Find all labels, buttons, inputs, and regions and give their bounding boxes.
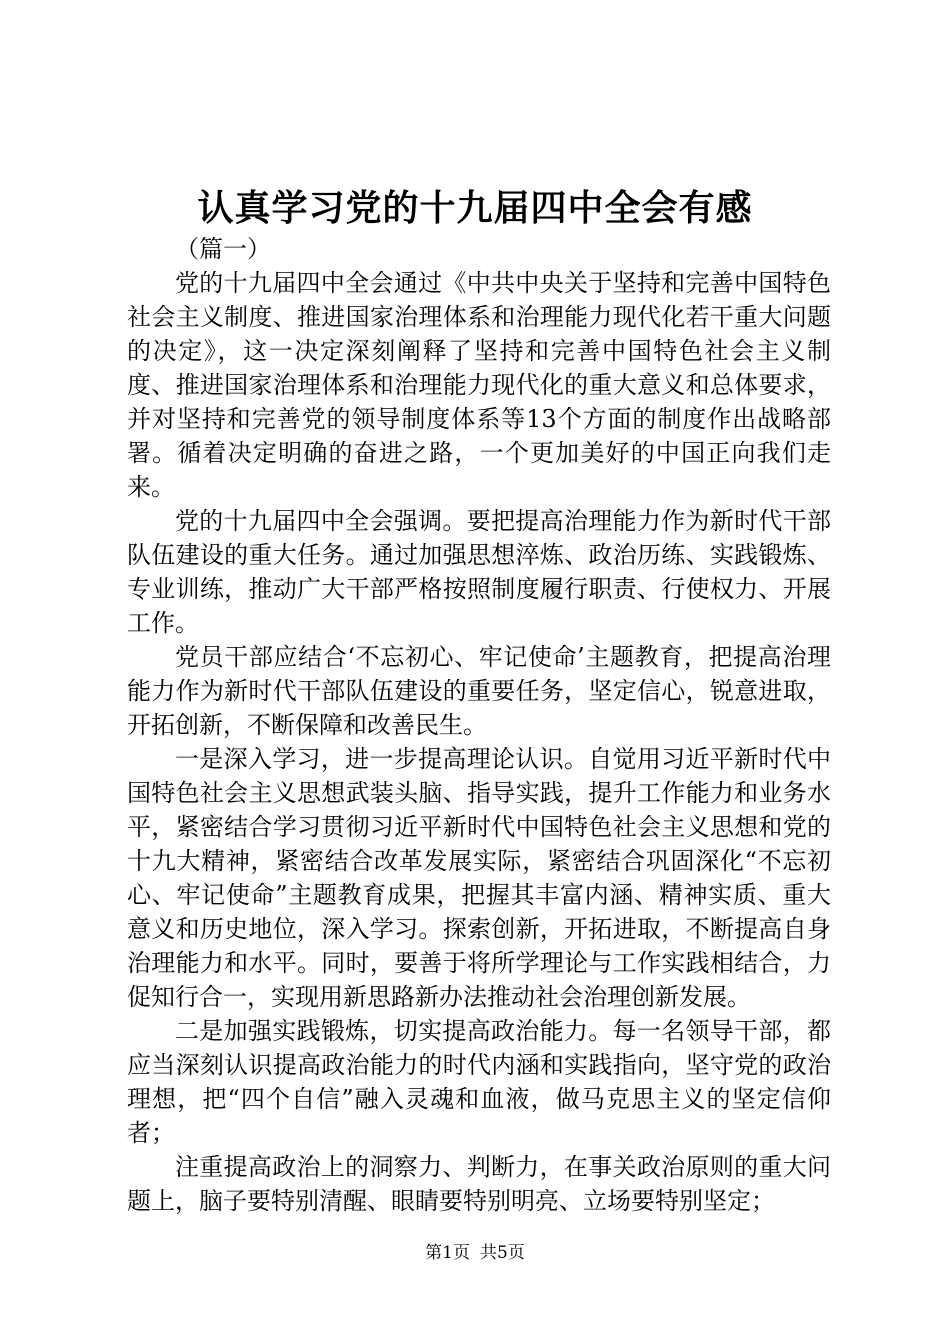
body-paragraph-5: 二是加强实践锻炼，切实提高政治能力。每一名领导干部，都应当深刻认识提高政治能力的时代内涵和实践指向，坚守党的政治理想，把“四个自信”融入灵魂和血液，做马克思主义的坚定信仰者； — [127, 1017, 831, 1147]
body-paragraph-3: 党员干部应结合‘不忘初心、牢记使命’主题教育，把提高治理能力作为新时代干部队伍建设的重要任务，坚定信心，锐意进取，开拓创新，不断保障和改善民生。 — [127, 643, 831, 739]
body-paragraph-1: 党的十九届四中全会通过《中共中央关于坚持和完善中国特色社会主义制度、推进国家治理体系和治理能力现代化若干重大问题的决定》，这一决定深刻阐释了坚持和完善中国特色社会主义制度、推进国家治理体系和治理能力现代化的重大意义和总体要求，并对坚持和完善党的领导制度体系等13个方面的制度作出战略部署。循着决定明确的奋进之路，一个更加美好的中国正向我们走来。 — [127, 269, 831, 501]
body-paragraph-4: 一是深入学习，进一步提高理论认识。自觉用习近平新时代中国特色社会主义思想武装头脑、指导实践，提升工作能力和业务水平，紧密结合学习贯彻习近平新时代中国特色社会主义思想和党的十九大精神，紧密结合改革发展实际，紧密结合巩固深化“不忘初心、牢记使命”主题教育成果，把握其丰富内涵、精神实质、重大意义和历史地位，深入学习。探索创新，开拓进取，不断提高自身治理能力和水平。同时，要善于将所学理论与工作实践相结合，力促知行合一，实现用新思路新办法推动社会治理创新发展。 — [127, 745, 831, 1011]
page-footer — [0, 1241, 950, 1265]
body-paragraph-2: 党的十九届四中全会强调。要把提高治理能力作为新时代干部队伍建设的重大任务。通过加强思想淬炼、政治历练、实践锻炼、专业训练，推动广大干部严格按照制度履行职责、行使权力、开展工作。 — [127, 507, 831, 637]
document-title: 认真学习党的十九届四中全会有感 — [197, 187, 753, 229]
document-subtitle: （篇一） — [175, 235, 271, 263]
page-total: 共5页 — [480, 1243, 525, 1263]
body-paragraph-6: 注重提高政治上的洞察力、判断力，在事关政治原则的重大问题上，脑子要特别清醒、眼睛要特别明亮、立场要特别坚定； — [127, 1153, 831, 1215]
page-number: 第1页 — [425, 1243, 470, 1263]
document-body — [127, 232, 831, 1218]
